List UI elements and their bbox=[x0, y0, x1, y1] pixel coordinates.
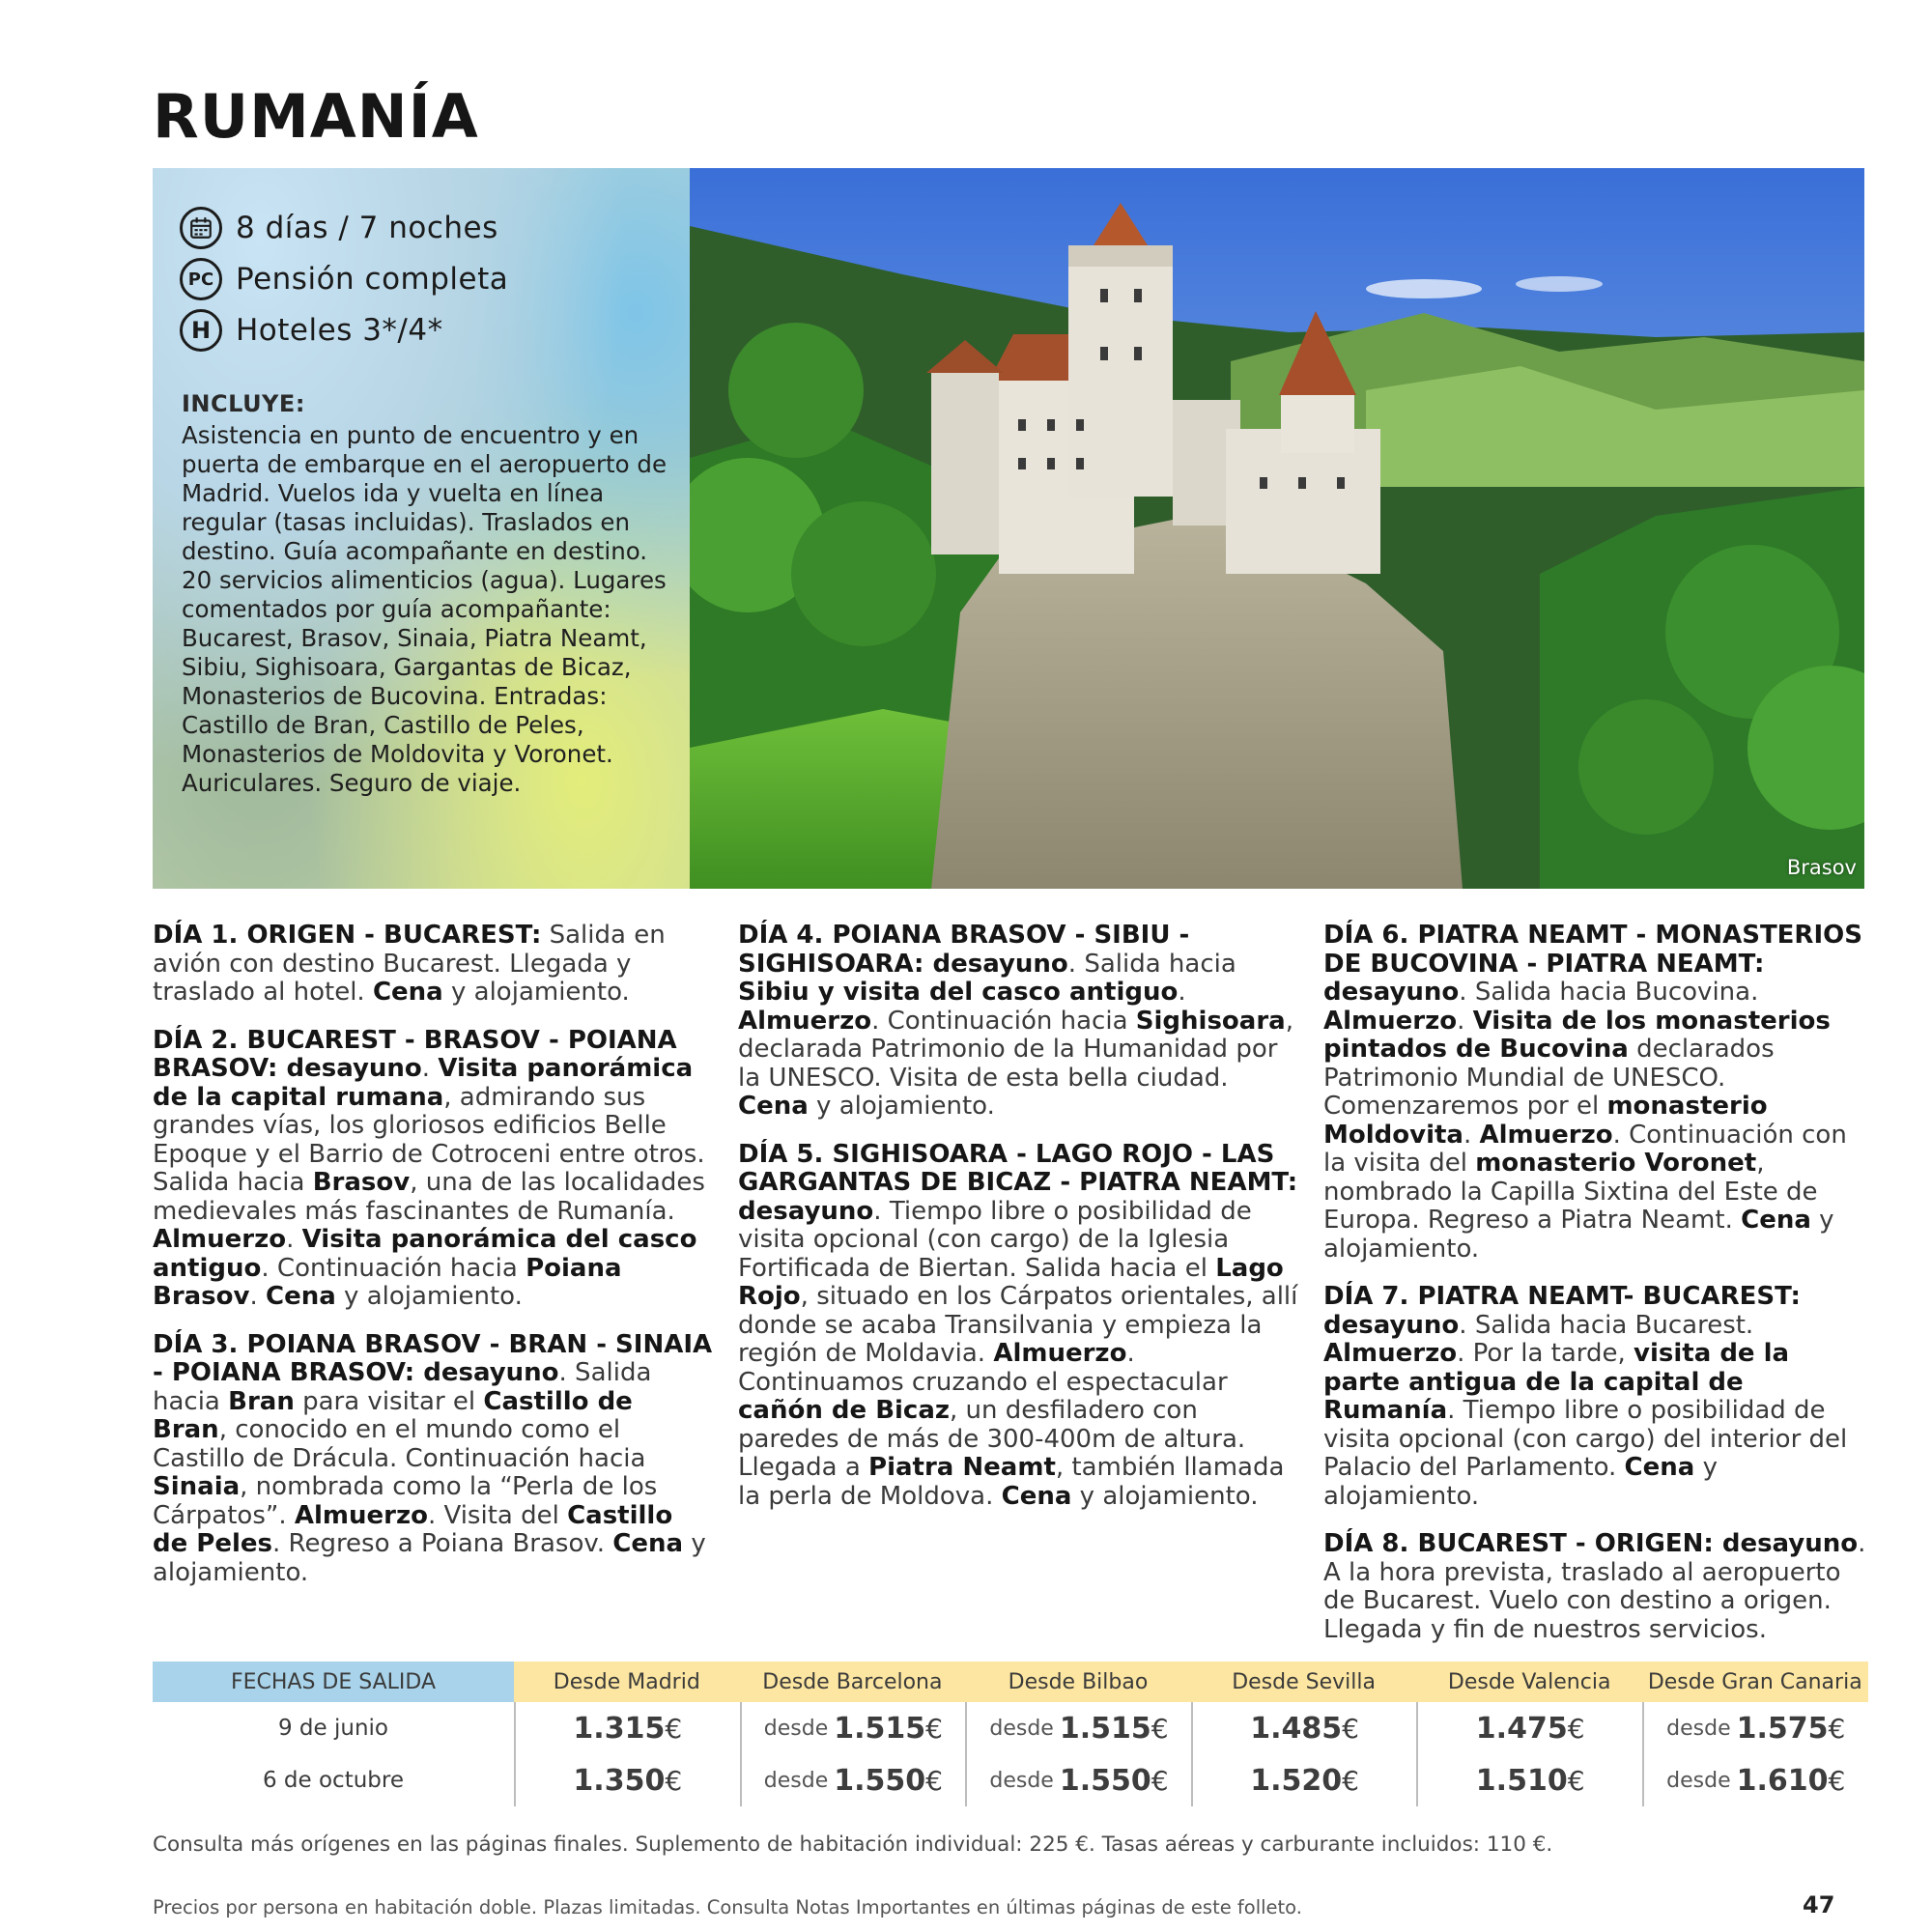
feature-board-text: Pensión completa bbox=[236, 262, 509, 297]
price-value: 1.515 bbox=[834, 1711, 926, 1746]
currency-symbol: € bbox=[665, 1764, 683, 1797]
itinerary-text: . Continuación hacia bbox=[261, 1253, 526, 1283]
price-value: 1.510 bbox=[1475, 1763, 1568, 1798]
price-value: 1.575 bbox=[1736, 1711, 1829, 1746]
itinerary-text: , conocido en el mundo como el Castillo de Drácula. Continuación hacia bbox=[153, 1415, 646, 1473]
itinerary-text: , admirando sus grandes vías, los gloriosos edificios Belle Epoque y el Barrio de Cotroceni entre otros. Salida hacia bbox=[153, 1082, 705, 1197]
desde-label: desde bbox=[989, 1768, 1054, 1793]
price-table bbox=[153, 1662, 1868, 1806]
departure-date: 6 de octubre bbox=[262, 1768, 405, 1793]
itinerary-highlight: DÍA 6. PIATRA NEAMT - MONASTERIOS DE BUCOVINA - PIATRA NEAMT: desayuno bbox=[1323, 921, 1862, 1007]
itinerary-text: . Tiempo libre o posibilidad de visita opcional (con cargo) del interior del Palacio del Parlamento. bbox=[1323, 1396, 1848, 1482]
header-origin: Desde Gran Canaria bbox=[1642, 1662, 1868, 1702]
itinerary-highlight: Cena bbox=[738, 1092, 809, 1121]
pc-icon: PC bbox=[180, 258, 222, 300]
itinerary-highlight: Cena bbox=[1001, 1481, 1072, 1511]
incluye-text: Asistencia en punto de encuentro y en puerta de embarque en el aeropuerto de Madrid. Vuelos ida y vuelta en línea regular (tasas incluidas). Traslados en destino. Guía acompañante en destino. 20 servicios alimenticios (agua). Lugares comentados por guía acompañante: Bucarest, Brasov, Sinaia, Piatra Neamt, Sibiu, Sighisoara, Gargantas de Bicaz, Monasterios de Bucovina. Entradas: Castillo de Bran, Castillo de Peles, Monasterios de Moldovita y Voronet. Auriculares. Seguro de viaje. bbox=[182, 421, 668, 797]
itinerary-highlight: Bran bbox=[228, 1386, 295, 1416]
itinerary-text: y alojamiento. bbox=[1323, 1206, 1834, 1264]
itinerary-text: . A la hora prevista, traslado al aeropuerto de Bucarest. Vuelo con destino a origen. Llegada y fin de nuestros servicios. bbox=[1323, 1529, 1866, 1644]
itinerary-text: . Visita del bbox=[427, 1500, 568, 1530]
itinerary-text: . Salida hacia Bucarest. bbox=[1459, 1310, 1754, 1340]
itinerary-highlight: Cena bbox=[612, 1529, 684, 1558]
desde-label: desde bbox=[763, 1716, 829, 1741]
itinerary-highlight: Sighisoara bbox=[1135, 1006, 1286, 1036]
itinerary-text: y alojamiento. bbox=[335, 1282, 523, 1311]
header-origin: Desde Valencia bbox=[1416, 1662, 1642, 1702]
price-cell bbox=[514, 1702, 740, 1754]
departure-date: 9 de junio bbox=[277, 1716, 388, 1741]
page-title: RUMANÍA bbox=[153, 81, 479, 152]
itinerary-text: y alojamiento. bbox=[153, 1529, 706, 1587]
itinerary-highlight: DÍA 4. POIANA BRASOV - SIBIU - SIGHISOARA: desayuno bbox=[738, 921, 1190, 979]
itinerary-day bbox=[153, 922, 713, 1008]
footnote-prices: Precios por persona en habitación doble. Plazas limitadas. Consulta Notas Importantes en últimas páginas de este folleto. bbox=[153, 1896, 1302, 1918]
itinerary-text: , un desfiladero con paredes de más de 300-400m de altura. Llegada a bbox=[738, 1396, 1246, 1482]
itinerary-text: , una de las localidades medievales más fascinantes de Rumanía. bbox=[153, 1168, 705, 1226]
desde-label: desde bbox=[1666, 1768, 1731, 1793]
currency-symbol: € bbox=[925, 1764, 943, 1797]
price-cell bbox=[965, 1702, 1191, 1754]
price-cell bbox=[514, 1754, 740, 1806]
itinerary-highlight: Visita de los monasterios pintados de Bucovina bbox=[1323, 1006, 1831, 1064]
currency-symbol: € bbox=[1342, 1764, 1359, 1797]
castle-photo bbox=[690, 168, 1864, 889]
itinerary-text: . Continuamos cruzando el espectacular bbox=[738, 1339, 1228, 1397]
itinerary-highlight: Visita panorámica del casco antiguo bbox=[153, 1225, 697, 1283]
itinerary-highlight: Almuerzo bbox=[738, 1006, 872, 1036]
itinerary-text: . Continuación con la visita del bbox=[1323, 1120, 1847, 1178]
price-value: 1.475 bbox=[1475, 1711, 1568, 1746]
itinerary-day bbox=[738, 922, 1298, 1122]
price-cell bbox=[965, 1754, 1191, 1806]
itinerary-text: , situado en los Cárpatos orientales, allí donde se acaba Transilvania y empieza la región de Moldavia. bbox=[738, 1282, 1298, 1368]
bran-castle-illustration bbox=[690, 168, 1864, 889]
feature-board bbox=[180, 258, 508, 300]
currency-symbol: € bbox=[1828, 1712, 1846, 1745]
price-value: 1.610 bbox=[1736, 1763, 1829, 1798]
price-value: 1.315 bbox=[573, 1711, 666, 1746]
itinerary-text: . bbox=[1178, 978, 1186, 1007]
itinerary-highlight: DÍA 3. POIANA BRASOV - BRAN - SINAIA - POIANA BRASOV: desayuno bbox=[153, 1329, 713, 1387]
currency-symbol: € bbox=[665, 1712, 683, 1745]
itinerary-highlight: Sibiu y visita del casco antiguo bbox=[738, 978, 1179, 1007]
itinerary-text: , nombrada como la “Perla de los Cárpatos”. bbox=[153, 1472, 658, 1530]
price-table-header bbox=[153, 1662, 1868, 1702]
itinerary-highlight: Cena bbox=[266, 1282, 336, 1311]
itinerary-text: y alojamiento. bbox=[1071, 1481, 1259, 1511]
itinerary-text: , declarada Patrimonio de la Humanidad por la UNESCO. Visita de esta bella ciudad. bbox=[738, 1006, 1293, 1093]
itinerary-highlight: Lago Rojo bbox=[738, 1253, 1284, 1311]
itinerary-highlight: Cena bbox=[1624, 1453, 1695, 1482]
itinerary-highlight: Brasov bbox=[312, 1168, 411, 1197]
itinerary-day bbox=[738, 1141, 1298, 1512]
price-cell bbox=[1191, 1754, 1417, 1806]
itinerary-highlight: Almuerzo bbox=[1479, 1120, 1613, 1150]
info-panel bbox=[153, 168, 690, 889]
feature-hotels-text: Hoteles 3*/4* bbox=[236, 313, 443, 348]
itinerary-highlight: Almuerzo bbox=[1323, 1006, 1458, 1036]
footnote-origins: Consulta más orígenes en las páginas finales. Suplemento de habitación individual: 225 €. Tasas aéreas y carburante incluidos: 110 €. bbox=[153, 1833, 1553, 1857]
currency-symbol: € bbox=[1151, 1764, 1169, 1797]
itinerary-highlight: DÍA 7. PIATRA NEAMT- BUCAREST: desayuno bbox=[1323, 1282, 1801, 1340]
itinerary-text: y alojamiento. bbox=[808, 1092, 995, 1121]
itinerary-highlight: visita de la parte antigua de la capital de Rumanía bbox=[1323, 1339, 1790, 1425]
itinerary-column-2 bbox=[738, 922, 1298, 1530]
itinerary-highlight: DÍA 2. BUCAREST - BRASOV - POIANA BRASOV: desayuno bbox=[153, 1025, 677, 1083]
itinerary-text: . bbox=[249, 1282, 267, 1311]
itinerary-highlight: Castillo de Bran bbox=[153, 1386, 633, 1444]
currency-symbol: € bbox=[1567, 1764, 1585, 1797]
header-origin: Desde Bilbao bbox=[965, 1662, 1191, 1702]
itinerary-text: . Regreso a Poiana Brasov. bbox=[272, 1529, 613, 1558]
price-cell bbox=[1642, 1754, 1868, 1806]
itinerary-highlight: Visita panorámica de la capital rumana bbox=[153, 1054, 694, 1112]
itinerary-text: . Salida hacia Bucovina. bbox=[1459, 978, 1759, 1007]
feature-hotels bbox=[180, 309, 443, 352]
itinerary-highlight: Almuerzo bbox=[294, 1500, 428, 1530]
feature-duration-text: 8 días / 7 noches bbox=[236, 211, 498, 245]
itinerary-column-3 bbox=[1323, 922, 1874, 1663]
calendar-icon bbox=[180, 207, 222, 249]
itinerary-highlight: Almuerzo bbox=[1323, 1339, 1458, 1368]
price-value: 1.515 bbox=[1059, 1711, 1151, 1746]
feature-duration bbox=[180, 207, 498, 249]
currency-symbol: € bbox=[1342, 1712, 1359, 1745]
itinerary-text: . bbox=[1457, 1006, 1473, 1036]
itinerary-text: y alojamiento. bbox=[1323, 1453, 1718, 1511]
price-value: 1.550 bbox=[834, 1763, 926, 1798]
itinerary-text: . Tiempo libre o posibilidad de visita opcional (con cargo) de la Iglesia Fortificada de Biertan. Salida hacia el bbox=[738, 1196, 1252, 1283]
currency-symbol: € bbox=[925, 1712, 943, 1745]
itinerary-highlight: Poiana Brasov bbox=[153, 1253, 622, 1311]
itinerary-text: . bbox=[421, 1054, 439, 1083]
itinerary-text: declarados Patrimonio Mundial de UNESCO. Comenzaremos por el bbox=[1323, 1035, 1775, 1121]
desde-label: desde bbox=[989, 1716, 1054, 1741]
itinerary-text: Salida en avión con destino Bucarest. Llegada y traslado al hotel. bbox=[153, 921, 666, 1007]
currency-symbol: € bbox=[1151, 1712, 1169, 1745]
price-row bbox=[153, 1754, 1868, 1806]
itinerary-text: . bbox=[1463, 1120, 1480, 1150]
itinerary-highlight: Cena bbox=[372, 978, 443, 1007]
itinerary-highlight: monasterio Moldovita bbox=[1323, 1092, 1768, 1150]
itinerary-column-1 bbox=[153, 922, 713, 1606]
itinerary-highlight: Cena bbox=[1741, 1206, 1811, 1235]
itinerary-highlight: DÍA 1. ORIGEN - BUCAREST: bbox=[153, 921, 542, 950]
itinerary-highlight: Almuerzo bbox=[993, 1339, 1127, 1368]
page-number: 47 bbox=[1803, 1891, 1835, 1918]
itinerary-day bbox=[1323, 922, 1874, 1264]
header-fechas: FECHAS DE SALIDA bbox=[153, 1662, 514, 1702]
header-origin: Desde Madrid bbox=[514, 1662, 740, 1702]
currency-symbol: € bbox=[1567, 1712, 1585, 1745]
itinerary-text: y alojamiento. bbox=[442, 978, 630, 1007]
itinerary-text: . Salida hacia bbox=[153, 1358, 652, 1416]
header-origin: Desde Sevilla bbox=[1191, 1662, 1417, 1702]
desde-label: desde bbox=[763, 1768, 829, 1793]
itinerary-text: . Salida hacia bbox=[1067, 949, 1236, 979]
header-origin: Desde Barcelona bbox=[740, 1662, 966, 1702]
price-row bbox=[153, 1702, 1868, 1754]
itinerary-highlight: monasterio Voronet bbox=[1475, 1149, 1757, 1178]
photo-caption: Brasov bbox=[1786, 856, 1857, 879]
price-value: 1.350 bbox=[573, 1763, 666, 1798]
itinerary-text: . bbox=[286, 1225, 302, 1254]
itinerary-highlight: Sinaia bbox=[153, 1472, 241, 1501]
hotel-icon: H bbox=[180, 309, 222, 352]
itinerary-highlight: DÍA 8. BUCAREST - ORIGEN: desayuno bbox=[1323, 1529, 1859, 1558]
itinerary-text: , nombrado la Capilla Sixtina del Este de Europa. Regreso a Piatra Neamt. bbox=[1323, 1149, 1818, 1235]
itinerary-highlight: cañón de Bicaz bbox=[738, 1396, 951, 1425]
itinerary-text: para visitar el bbox=[294, 1386, 484, 1416]
itinerary-text: . Por la tarde, bbox=[1457, 1339, 1634, 1368]
itinerary-day bbox=[153, 1331, 713, 1588]
itinerary-day bbox=[1323, 1283, 1874, 1511]
price-cell bbox=[740, 1754, 966, 1806]
price-value: 1.520 bbox=[1250, 1763, 1343, 1798]
itinerary-highlight: Piatra Neamt bbox=[868, 1453, 1056, 1482]
itinerary-text: , también llamada la perla de Moldova. bbox=[738, 1453, 1285, 1511]
currency-symbol: € bbox=[1828, 1764, 1846, 1797]
itinerary-day bbox=[1323, 1530, 1874, 1644]
hero-block bbox=[153, 168, 1864, 889]
itinerary-highlight: Castillo de Peles bbox=[153, 1500, 673, 1558]
price-cell bbox=[1416, 1754, 1642, 1806]
itinerary-day bbox=[153, 1027, 713, 1312]
itinerary-highlight: Almuerzo bbox=[153, 1225, 287, 1254]
desde-label: desde bbox=[1666, 1716, 1731, 1741]
price-cell bbox=[1416, 1702, 1642, 1754]
price-cell bbox=[1642, 1702, 1868, 1754]
incluye-label: INCLUYE: bbox=[182, 390, 305, 417]
price-value: 1.550 bbox=[1059, 1763, 1151, 1798]
price-cell bbox=[740, 1702, 966, 1754]
itinerary-text: . Continuación hacia bbox=[871, 1006, 1136, 1036]
price-value: 1.485 bbox=[1250, 1711, 1343, 1746]
itinerary-highlight: DÍA 5. SIGHISOARA - LAGO ROJO - LAS GARGANTAS DE BICAZ - PIATRA NEAMT: desayuno bbox=[738, 1139, 1298, 1226]
price-cell bbox=[1191, 1702, 1417, 1754]
